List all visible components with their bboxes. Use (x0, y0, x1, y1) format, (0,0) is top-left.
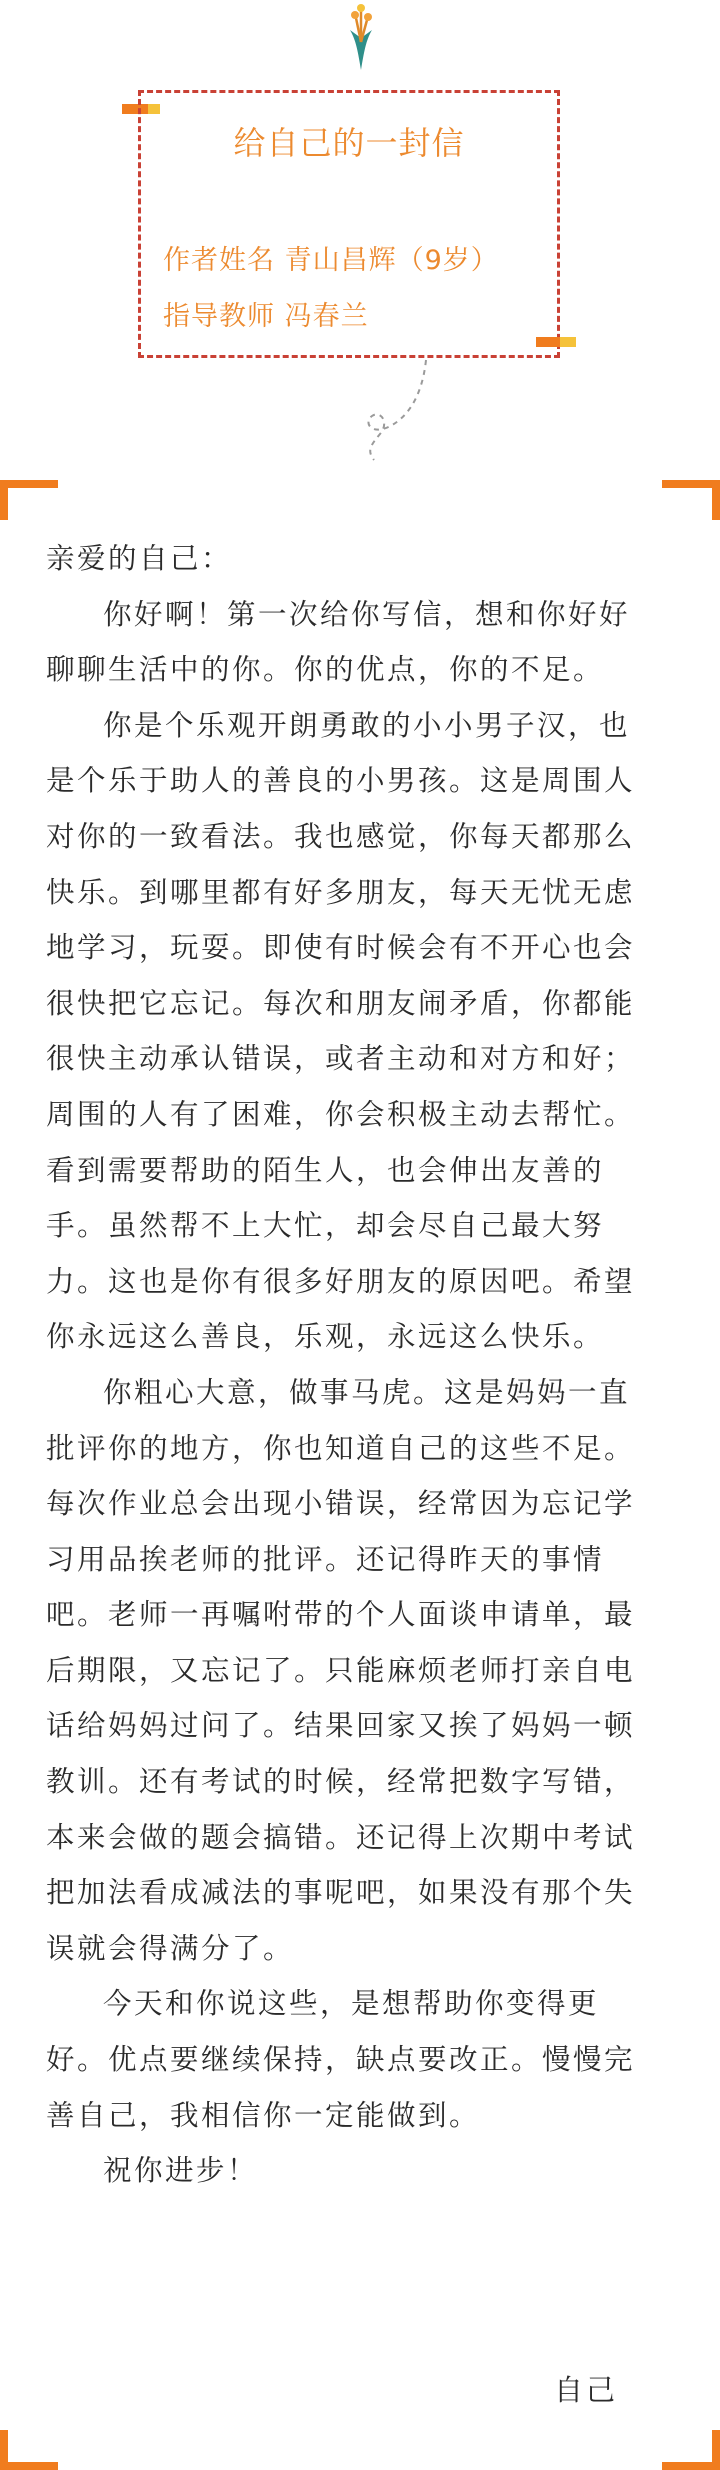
letter-paragraph: 你是个乐观开朗勇敢的小小男子汉，也是个乐于助人的善良的小男孩。这是周围人对你的一致看法。我也感觉，你每天都那么快乐。到哪里都有好多朋友，每天无忧无虑地学习，玩耍。即使有时候会有不开心也会很快把它忘记。每次和朋友闹矛盾，你都能很快主动承认错误，或者主动和对方和好；周围的人有了困难，你会积极主动去帮忙。看到需要帮助的陌生人，也会伸出友善的手。虽然帮不上大忙，却会尽自己最大努力。这也是你有很多好朋友的原因吧。希望你永远这么善良，乐观，永远这么快乐。 (46, 708, 636, 1354)
author-line: 作者姓名 青山昌辉（9岁） (163, 245, 499, 276)
letter-paragraph: 今天和你说这些，是想帮助你变得更好。优点要继续保持，缺点要改正。慢慢完善自己，我相信你一定能做到。 (46, 1987, 636, 2132)
corner-bracket-top-right (662, 480, 720, 520)
letter-title: 给自己的一封信 (233, 124, 465, 162)
flower-ornament-icon (336, 2, 386, 72)
letter-greeting: 亲爱的自己： (46, 542, 233, 575)
teacher-line: 指导教师 冯春兰 (163, 301, 369, 332)
dashed-swirl-icon (356, 358, 430, 462)
letter-body (46, 531, 660, 2199)
letter-paragraph: 你好啊！第一次给你写信，想和你好好聊聊生活中的你。你的优点，你的不足。 (46, 597, 631, 687)
letter-closing: 祝你进步！ (103, 2154, 259, 2188)
header-tab-bottom (536, 337, 576, 347)
letter-signature: 自己 (554, 2373, 619, 2407)
corner-bracket-top-left (0, 480, 58, 520)
letter-paragraph: 你粗心大意，做事马虎。这是妈妈一直批评你的地方，你也知道自己的这些不足。每次作业总会出现小错误，经常因为忘记学习用品挨老师的批评。还记得昨天的事情吧。老师一再嘱咐带的个人面谈申请单，最后期限，又忘记了。只能麻烦老师打亲自电话给妈妈过问了。结果回家又挨了妈妈一顿教训。还有考试的时候，经常把数字写错，本来会做的题会搞错。还记得上次期中考试把加法看成减法的事呢吧，如果没有那个失误就会得满分了。 (46, 1375, 636, 1965)
corner-bracket-bottom-right (662, 2430, 720, 2470)
corner-bracket-bottom-left (0, 2430, 58, 2470)
